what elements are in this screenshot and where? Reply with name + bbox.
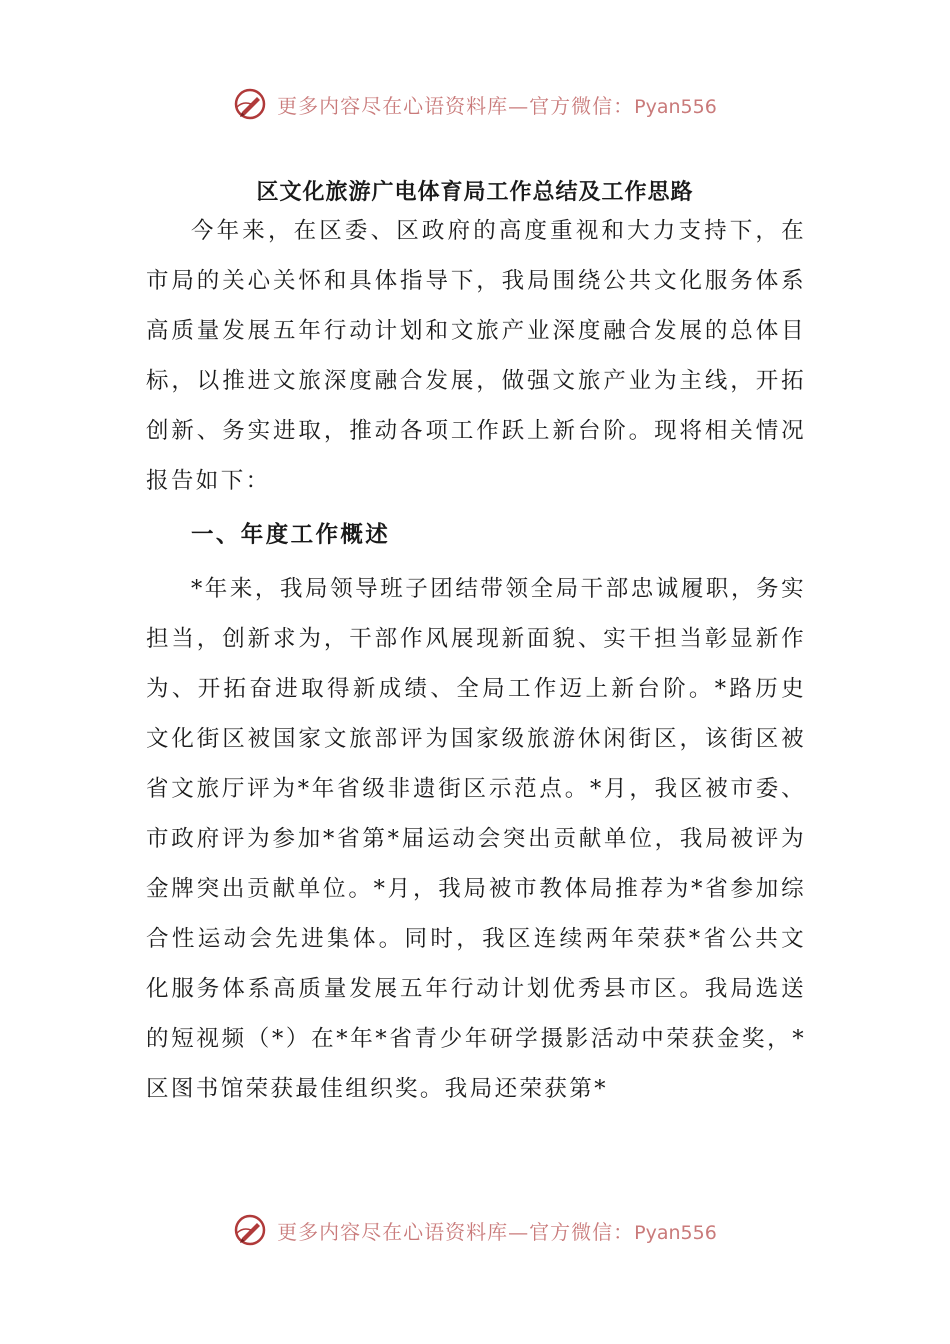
footer-watermark (0, 1210, 950, 1250)
section-paragraph: *年来，我局领导班子团结带领全局干部忠诚履职，务实担当，创新求为，干部作风展现新面貌、实干担当彰显新作为、开拓奋进取得新成绩、全局工作迈上新台阶。*路历史文化街区被国家文旅部评为国家级旅游休闲街区，该街区被省文旅厅评为*年省级非遗街区示范点。*月，我区被市委、市政府评为参加*省第*届运动会突出贡献单位，我局被评为金牌突出贡献单位。*月，我局被市教体局推荐为*省参加综合性运动会先进集体。同时，我区连续两年荣获*省公共文化服务体系高质量发展五年行动计划优秀县市区。我局选送的短视频（*）在*年*省青少年研学摄影活动中荣获金奖，*区图书馆荣获最佳组织奖。我局还荣获第* (146, 576, 806, 1102)
pen-logo-icon (233, 1213, 267, 1247)
watermark-wechat-id: Pyan556 (634, 1221, 717, 1244)
watermark-wechat-id: Pyan556 (634, 95, 717, 118)
intro-paragraph: 今年来，在区委、区政府的高度重视和大力支持下，在市局的关心关怀和具体指导下，我局围绕公共文化服务体系高质量发展五年行动计划和文旅产业深度融合发展的总体目标，以推进文旅深度融合发展，做强文旅产业为主线，开拓创新、务实进取，推动各项工作跃上新台阶。现将相关情况报告如下： (146, 218, 806, 494)
pen-logo-icon (233, 87, 267, 121)
header-watermark (0, 84, 950, 124)
document-body (146, 206, 806, 1114)
watermark-text: 更多内容尽在心语资料库—官方微信： (277, 93, 635, 118)
document-title: 区文化旅游广电体育局工作总结及工作思路 (256, 179, 694, 205)
section-heading: 一、年度工作概述 (191, 522, 391, 548)
watermark-text: 更多内容尽在心语资料库—官方微信： (277, 1219, 635, 1244)
